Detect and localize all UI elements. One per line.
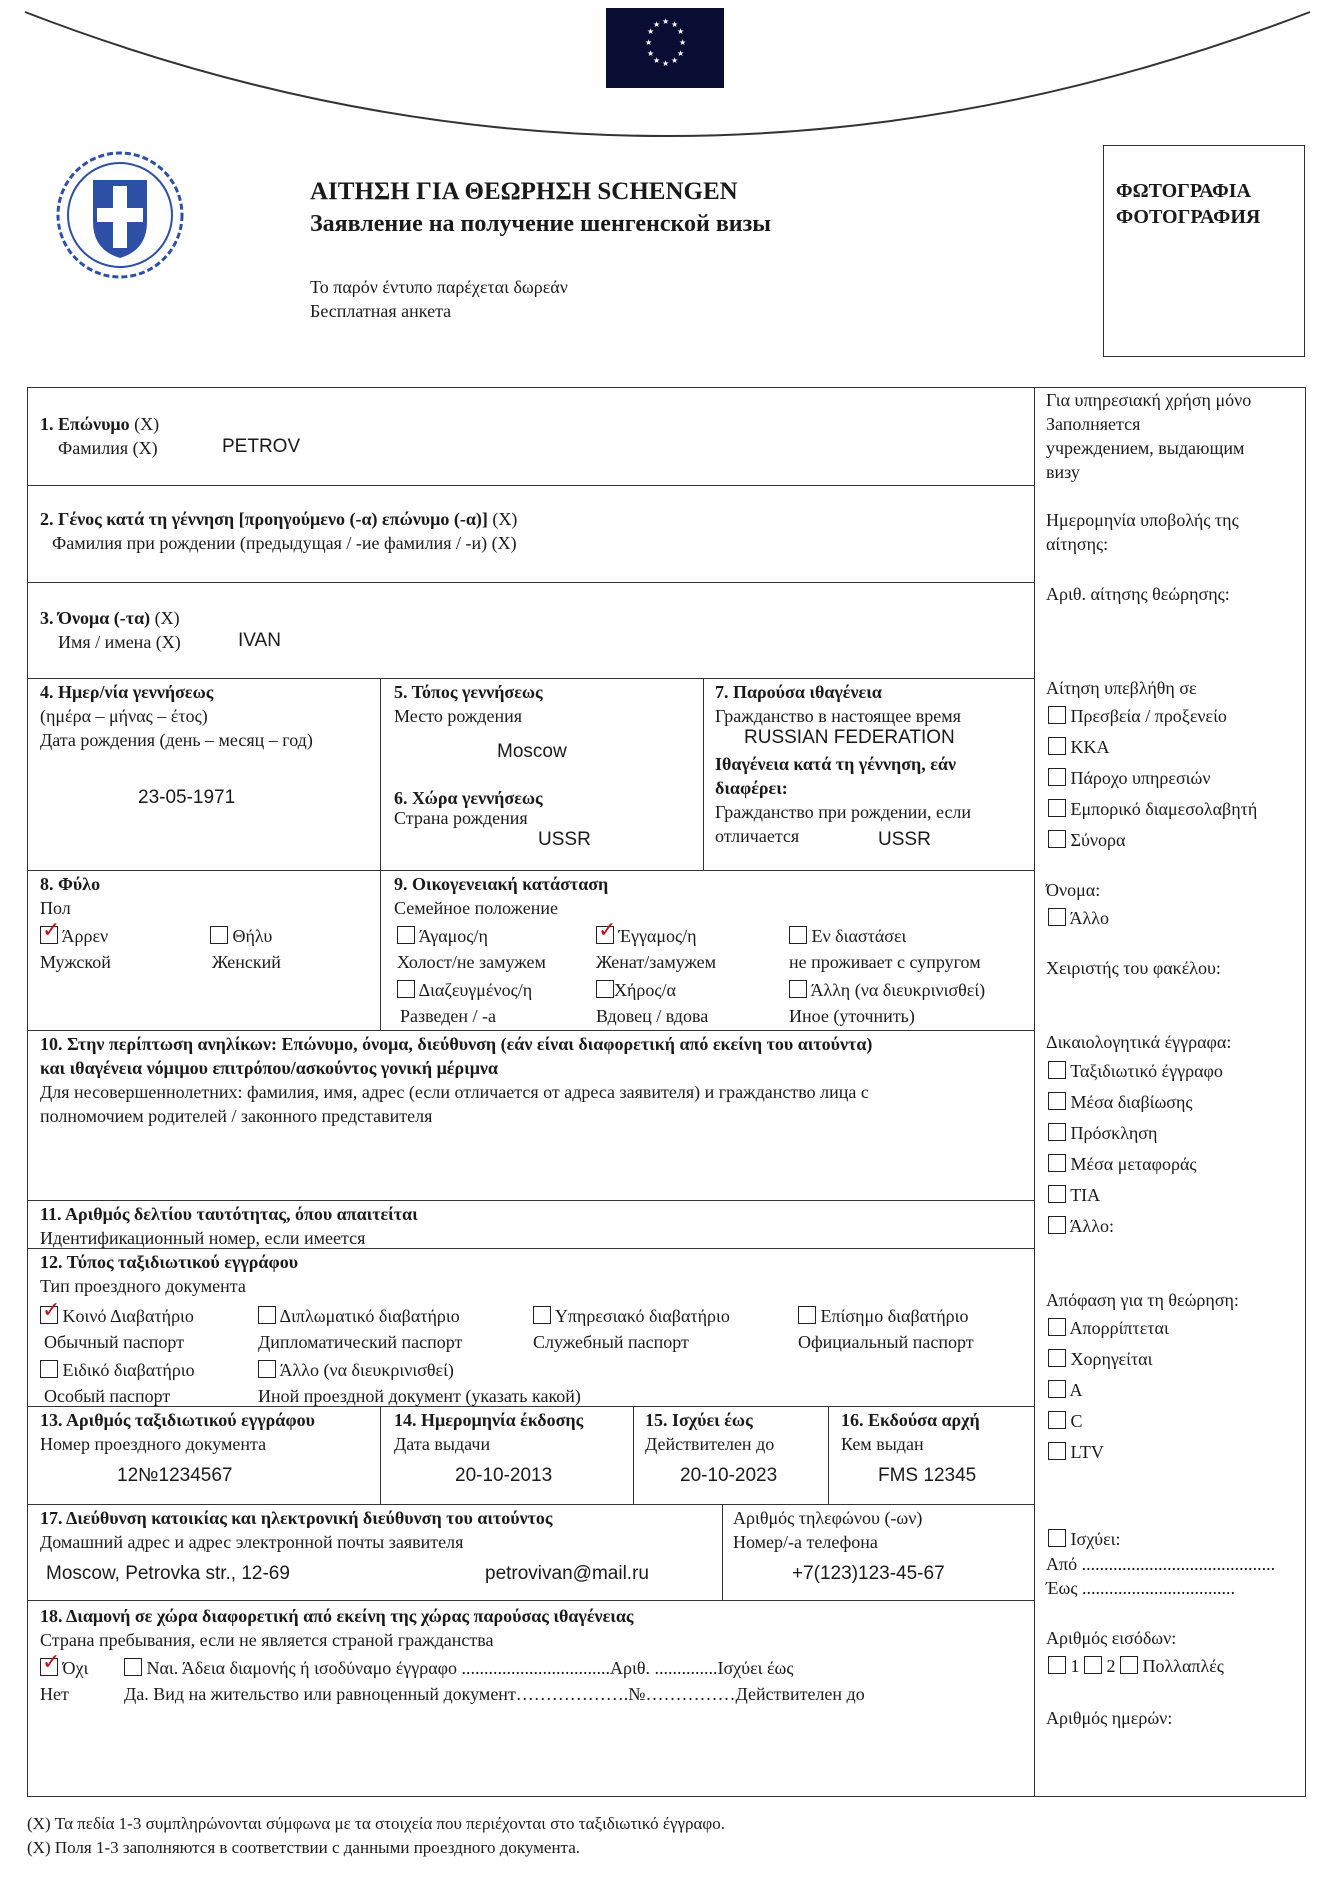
status-other-label-russian: Иное (уточнить) bbox=[789, 1006, 915, 1026]
sidebar-decision-item[interactable]: LTV bbox=[1048, 1440, 1104, 1464]
sidebar-official-use-4: визу bbox=[1046, 462, 1080, 482]
residence-no-checkbox[interactable] bbox=[40, 1658, 58, 1676]
field-5-label-russian: Место рождения bbox=[394, 706, 523, 726]
other-lodged-checkbox[interactable] bbox=[1048, 908, 1066, 926]
birth-nationality-input[interactable]: USSR bbox=[878, 829, 931, 850]
residence-no-option[interactable]: ✓ Όχι bbox=[40, 1656, 88, 1680]
service-passport-checkbox[interactable] bbox=[533, 1306, 551, 1324]
doc-ordinary-label-russian: Обычный паспорт bbox=[44, 1332, 185, 1352]
residence-yes-label-russian: Да. Вид на жительство или равноценный документ……………….№……………Действителен до bbox=[124, 1684, 865, 1704]
field-6-label-greek: 6. Χώρα γεννήσεως bbox=[394, 788, 543, 808]
field-7-label-russian: Гражданство в настоящее время bbox=[715, 706, 961, 726]
sidebar-decision-label: Απόφαση για τη θεώρηση: bbox=[1046, 1290, 1239, 1310]
doc-ordinary-option[interactable]: ✓ Κοινό Διαβατήριο bbox=[40, 1304, 194, 1328]
field-7-birth-label-russian-1: Гражданство при рождении, если bbox=[715, 802, 972, 822]
home-address-input[interactable]: Moscow, Petrovka str., 12-69 bbox=[46, 1563, 290, 1584]
sidebar-date-label-2: αίτησης: bbox=[1046, 534, 1109, 554]
field-9-label-russian: Семейное положение bbox=[394, 898, 558, 918]
doc-service-option[interactable]: Υπηρεσιακό διαβατήριο bbox=[533, 1304, 730, 1328]
sidebar-docs-label: Δικαιολογητικά έγγραφα: bbox=[1046, 1032, 1232, 1052]
phone-input[interactable]: +7(123)123-45-67 bbox=[792, 1563, 945, 1584]
status-single-option[interactable]: Άγαμος/η bbox=[397, 924, 488, 948]
field-18-label-russian: Страна пребывания, если не является страной гражданства bbox=[40, 1630, 494, 1650]
sidebar-decision-item[interactable]: Απορρίπτεται bbox=[1048, 1316, 1169, 1340]
sidebar-date-label-1: Ημερομηνία υποβολής της bbox=[1046, 510, 1239, 530]
status-single-label-russian: Холост/не замужем bbox=[397, 952, 546, 972]
doc-diplomatic-label-russian: Дипломатический паспорт bbox=[258, 1332, 463, 1352]
separated-checkbox[interactable] bbox=[789, 926, 807, 944]
birth-place-input[interactable]: Moscow bbox=[497, 741, 567, 762]
field-11-label-greek: 11. Αριθμός δελτίου ταυτότητας, όπου απαιτείται bbox=[40, 1204, 418, 1224]
field-10-label-russian-1: Для несовершеннолетних: фамилия, имя, адрес (если отличается от адреса заявителя) и гражданство лица с bbox=[40, 1082, 869, 1102]
sidebar-name-label: Όνομα: bbox=[1046, 880, 1101, 900]
field-10-label-greek-2: και ιθαγένεια νόμιμου επιτρόπου/ασκούντος γονική μέριμνα bbox=[40, 1058, 498, 1078]
other-doc-checkbox[interactable] bbox=[1048, 1216, 1066, 1234]
field-6-label-russian: Страна рождения bbox=[394, 808, 528, 828]
svg-text:★: ★ bbox=[662, 17, 670, 26]
embassy-checkbox[interactable] bbox=[1048, 706, 1066, 724]
field-17-phone-label-russian: Номер/-а телефона bbox=[733, 1532, 878, 1552]
sidebar-doc-item[interactable]: Πρόσκληση bbox=[1048, 1121, 1157, 1145]
field-12-label-greek: 12. Τύπος ταξιδιωτικού εγγράφου bbox=[40, 1252, 299, 1272]
status-married-option[interactable]: ✓ Έγγαμος/η bbox=[596, 924, 697, 948]
field-2-label-greek: 2. Γένος κατά τη γέννηση [προηγούμενο (-α) επώνυμο (-α)] (X) bbox=[40, 509, 518, 529]
footer-note-russian: (X) Поля 1-3 заполняются в соответствии с данными проездного документа. bbox=[27, 1838, 580, 1857]
doc-official-option[interactable]: Επίσημο διαβατήριο bbox=[798, 1304, 969, 1328]
free-form-note-greek: Το παρόν έντυπο παρέχεται δωρεάν bbox=[310, 277, 568, 297]
field-4-label-greek: 4. Ημερ/νία γεννήσεως bbox=[40, 682, 214, 702]
status-divorced-option[interactable]: Διαζευγμένος/η bbox=[397, 978, 532, 1002]
single-checkbox[interactable] bbox=[397, 926, 415, 944]
sidebar-entries-label: Αριθμός εισόδων: bbox=[1046, 1628, 1177, 1648]
sidebar-doc-item[interactable]: ΤΙΑ bbox=[1048, 1183, 1100, 1207]
photo-box bbox=[1103, 145, 1305, 357]
invitation-checkbox[interactable] bbox=[1048, 1123, 1066, 1141]
travel-document-checkbox[interactable] bbox=[1048, 1061, 1066, 1079]
sidebar-doc-item[interactable]: Ταξιδιωτικό έγγραφο bbox=[1048, 1059, 1223, 1083]
doc-special-option[interactable]: Ειδικό διαβατήριο bbox=[40, 1358, 195, 1382]
photo-label-russian: ФОТОГРАФИЯ bbox=[1116, 206, 1261, 228]
ordinary-passport-checkbox[interactable] bbox=[40, 1306, 58, 1324]
sidebar-lodged-item[interactable]: ΚΚΑ bbox=[1048, 735, 1110, 759]
field-7-birth-label-russian-2: отличается bbox=[715, 826, 800, 846]
photo-label-greek: ΦΩΤΟΓΡΑΦΙΑ bbox=[1116, 180, 1251, 202]
doc-service-label-russian: Служебный паспорт bbox=[533, 1332, 689, 1352]
visa-ltv-checkbox[interactable] bbox=[1048, 1442, 1066, 1460]
sex-female-option[interactable]: Θήλυ bbox=[210, 924, 272, 948]
official-passport-checkbox[interactable] bbox=[798, 1306, 816, 1324]
valid-checkbox[interactable] bbox=[1048, 1529, 1066, 1547]
sidebar-decision-item[interactable]: Χορηγείται bbox=[1048, 1347, 1152, 1371]
status-widowed-label-russian: Вдовец / вдова bbox=[596, 1006, 709, 1026]
status-widowed-option[interactable]: Χήρος/α bbox=[596, 978, 676, 1002]
issuing-authority-input[interactable]: FMS 12345 bbox=[878, 1465, 977, 1486]
status-divorced-label-russian: Разведен / -а bbox=[400, 1006, 497, 1026]
sidebar-lodged-item[interactable]: Πάροχο υπηρεσιών bbox=[1048, 766, 1211, 790]
sidebar-lodged-item[interactable]: Πρεσβεία / προξενείο bbox=[1048, 704, 1227, 728]
sidebar-lodged-item[interactable]: Σύνορα bbox=[1048, 828, 1125, 852]
border-checkbox[interactable] bbox=[1048, 830, 1066, 848]
residence-no-label-russian: Нет bbox=[40, 1684, 69, 1704]
document-number-input[interactable]: 12№1234567 bbox=[117, 1465, 233, 1486]
current-nationality-input[interactable]: RUSSIAN FEDERATION bbox=[744, 727, 955, 748]
sidebar-official-use-3: учреждением, выдающим bbox=[1046, 438, 1245, 458]
birth-country-input[interactable]: USSR bbox=[538, 829, 591, 850]
svg-text:★: ★ bbox=[671, 56, 679, 65]
visa-a-checkbox[interactable] bbox=[1048, 1380, 1066, 1398]
doc-other-option[interactable]: Άλλο (να διευκρινισθεί) bbox=[258, 1358, 454, 1382]
field-5-label-greek: 5. Τόπος γεννήσεως bbox=[394, 682, 543, 702]
status-other-option[interactable]: Άλλη (να διευκρινισθεί) bbox=[789, 978, 985, 1002]
eu-flag-icon bbox=[606, 8, 724, 88]
doc-special-label-russian: Особый паспорт bbox=[44, 1386, 171, 1406]
sidebar-valid-from: Από ........................................... bbox=[1046, 1554, 1276, 1574]
sidebar-valid-option[interactable]: Ισχύει: bbox=[1048, 1527, 1121, 1551]
sex-female-label-russian: Женский bbox=[212, 952, 281, 972]
field-3-label-russian: Имя / имена (X) bbox=[58, 632, 181, 652]
issue-date-input[interactable]: 20-10-2013 bbox=[455, 1465, 553, 1486]
other-document-checkbox[interactable] bbox=[258, 1360, 276, 1378]
married-checkbox[interactable] bbox=[596, 926, 614, 944]
svg-text:★: ★ bbox=[677, 27, 685, 36]
doc-diplomatic-option[interactable]: Διπλωματικό διαβατήριο bbox=[258, 1304, 460, 1328]
issued-checkbox[interactable] bbox=[1048, 1349, 1066, 1367]
entries-multiple-checkbox[interactable] bbox=[1120, 1656, 1138, 1674]
field-16-label-greek: 16. Εκδούσα αρχή bbox=[841, 1410, 980, 1430]
field-15-label-russian: Действителен до bbox=[645, 1434, 775, 1454]
svg-text:★: ★ bbox=[677, 49, 685, 58]
entries-1-checkbox[interactable] bbox=[1048, 1656, 1066, 1674]
special-passport-checkbox[interactable] bbox=[40, 1360, 58, 1378]
diplomatic-passport-checkbox[interactable] bbox=[258, 1306, 276, 1324]
other-status-checkbox[interactable] bbox=[789, 980, 807, 998]
sidebar-handler-label: Χειριστής του φακέλου: bbox=[1046, 958, 1221, 978]
field-18-label-greek: 18. Διαμονή σε χώρα διαφορετική από εκείνη της χώρας παρούσας ιθαγένειας bbox=[40, 1606, 634, 1626]
sidebar-lodged-item[interactable]: Εμπορικό διαμεσολαβητή bbox=[1048, 797, 1257, 821]
female-checkbox[interactable] bbox=[210, 926, 228, 944]
field-7-birth-label-greek-1: Ιθαγένεια κατά τη γέννηση, εάν bbox=[715, 754, 957, 774]
tmi-checkbox[interactable] bbox=[1048, 1185, 1066, 1203]
sidebar-official-use-2: Заполняется bbox=[1046, 414, 1141, 434]
field-9-label-greek: 9. Οικογενειακή κατάσταση bbox=[394, 874, 609, 894]
cac-checkbox[interactable] bbox=[1048, 737, 1066, 755]
field-16-label-russian: Кем выдан bbox=[841, 1434, 924, 1454]
field-17-label-russian: Домашний адрес и адрес электронной почты заявителя bbox=[40, 1532, 464, 1552]
sidebar-doc-item[interactable]: Άλλο: bbox=[1048, 1214, 1114, 1238]
entries-2-checkbox[interactable] bbox=[1084, 1656, 1102, 1674]
svg-text:★: ★ bbox=[647, 27, 655, 36]
field-4-label-russian: Дата рождения (день – месяц – год) bbox=[40, 730, 313, 750]
doc-official-label-russian: Официальный паспорт bbox=[798, 1332, 974, 1352]
form-title-russian: Заявление на получение шенгенской визы bbox=[310, 211, 771, 237]
svg-text:★: ★ bbox=[662, 59, 670, 68]
field-12-label-russian: Тип проездного документа bbox=[40, 1276, 246, 1296]
footer-note-greek: (X) Τα πεδία 1-3 συμπληρώνονται σύμφωνα με τα στοιχεία που περιέχονται στο ταξιδιωτικό έγγραφο. bbox=[27, 1814, 725, 1833]
field-13-label-russian: Номер проездного документа bbox=[40, 1434, 267, 1454]
sidebar-valid-until: Έως .................................. bbox=[1046, 1578, 1235, 1598]
visa-c-checkbox[interactable] bbox=[1048, 1411, 1066, 1429]
field-1-label-russian: Фамилия (X) bbox=[58, 438, 158, 458]
sidebar-application-number: Αριθ. αίτησης θεώρησης: bbox=[1046, 584, 1230, 604]
field-11-label-russian: Идентификационный номер, если имеется bbox=[40, 1228, 366, 1248]
widowed-checkbox[interactable] bbox=[596, 980, 614, 998]
sex-male-option[interactable]: ✓ Άρρεν bbox=[40, 924, 108, 948]
field-10-label-greek-1: 10. Στην περίπτωση ανηλίκων: Επώνυμο, όνομα, διεύθυνση (εάν είναι διαφορετική από εκείνη του αιτούντα) bbox=[40, 1034, 873, 1054]
svg-text:★: ★ bbox=[679, 38, 687, 47]
sidebar-entries-options[interactable]: 1 2 Πολλαπλές bbox=[1048, 1654, 1224, 1678]
field-8-label-russian: Пол bbox=[40, 898, 71, 918]
field-8-label-greek: 8. Φύλο bbox=[40, 874, 101, 894]
field-10-label-russian-2: полномочием родителей / законного представителя bbox=[40, 1106, 433, 1126]
service-provider-checkbox[interactable] bbox=[1048, 768, 1066, 786]
first-name-input[interactable]: IVAN bbox=[238, 630, 281, 651]
field-15-label-greek: 15. Ισχύει έως bbox=[645, 1410, 753, 1430]
means-of-transport-checkbox[interactable] bbox=[1048, 1154, 1066, 1172]
sex-male-label-russian: Мужской bbox=[40, 952, 111, 972]
field-1-label-greek: 1. Επώνυμο (X) bbox=[40, 414, 160, 434]
field-14-label-greek: 14. Ημερομηνία έκδοσης bbox=[394, 1410, 584, 1430]
sidebar-other-option[interactable]: Άλλο bbox=[1048, 906, 1109, 930]
residence-yes-option[interactable]: Ναι. Άδεια διαμονής ή ισοδύναμο έγγραφο .................................Αριθ. ..............Ισχύει έως bbox=[124, 1656, 794, 1680]
greek-coat-of-arms-icon bbox=[55, 150, 185, 280]
svg-text:★: ★ bbox=[645, 38, 653, 47]
sidebar-doc-item[interactable]: Μέσα διαβίωσης bbox=[1048, 1090, 1193, 1114]
male-checkbox[interactable] bbox=[40, 926, 58, 944]
svg-text:★: ★ bbox=[671, 20, 679, 29]
field-17-phone-label-greek: Αριθμός τηλεφώνου (-ων) bbox=[733, 1508, 923, 1528]
field-13-label-greek: 13. Αριθμός ταξιδιωτικού εγγράφου bbox=[40, 1410, 315, 1430]
sidebar-decision-item[interactable]: A bbox=[1048, 1378, 1083, 1402]
field-2-label-russian: Фамилия при рождении (предыдущая / -ие фамилия / -и) (X) bbox=[52, 533, 517, 553]
status-separated-option[interactable]: Εν διαστάσει bbox=[789, 924, 906, 948]
sidebar-official-use-1: Για υπηρεσιακή χρήση μόνο bbox=[1046, 390, 1252, 410]
field-14-label-russian: Дата выдачи bbox=[394, 1434, 491, 1454]
means-of-subsistence-checkbox[interactable] bbox=[1048, 1092, 1066, 1110]
refused-checkbox[interactable] bbox=[1048, 1318, 1066, 1336]
sidebar-divider bbox=[1034, 387, 1035, 1797]
sidebar-decision-item[interactable]: C bbox=[1048, 1409, 1083, 1433]
field-7-birth-label-greek-2: διαφέρει: bbox=[715, 778, 788, 798]
surname-input[interactable]: PETROV bbox=[222, 436, 301, 457]
field-7-label-greek: 7. Παρούσα ιθαγένεια bbox=[715, 682, 882, 702]
divorced-checkbox[interactable] bbox=[397, 980, 415, 998]
email-input[interactable]: petrovivan@mail.ru bbox=[485, 1563, 649, 1584]
sidebar-lodged-label: Αίτηση υπεβλήθη σε bbox=[1046, 678, 1197, 698]
field-17-label-greek: 17. Διεύθυνση κατοικίας και ηλεκτρονική διεύθυνση του αιτούντος bbox=[40, 1508, 553, 1528]
field-3-label-greek: 3. Όνομα (-τα) (X) bbox=[40, 608, 180, 628]
birth-date-input[interactable]: 23-05-1971 bbox=[138, 787, 236, 808]
residence-yes-checkbox[interactable] bbox=[124, 1658, 142, 1676]
status-separated-label-russian: не проживает с супругом bbox=[789, 952, 981, 972]
sidebar-days-label: Αριθμός ημερών: bbox=[1046, 1708, 1173, 1728]
svg-text:★: ★ bbox=[647, 49, 655, 58]
status-married-label-russian: Женат/замужем bbox=[596, 952, 717, 972]
commercial-intermediary-checkbox[interactable] bbox=[1048, 799, 1066, 817]
sidebar-doc-item[interactable]: Μέσα μεταφοράς bbox=[1048, 1152, 1197, 1176]
form-title-greek: ΑΙΤΗΣΗ ΓΙΑ ΘΕΩΡΗΣΗ SCHENGEN bbox=[310, 178, 738, 205]
free-form-note-russian: Бесплатная анкета bbox=[310, 301, 452, 321]
svg-text:★: ★ bbox=[653, 20, 661, 29]
valid-until-input[interactable]: 20-10-2023 bbox=[680, 1465, 778, 1486]
doc-other-label-russian: Иной проездной документ (указать какой) bbox=[258, 1386, 581, 1406]
field-4-sublabel-greek: (ημέρα – μήνας – έτος) bbox=[40, 706, 208, 726]
svg-text:★: ★ bbox=[653, 56, 661, 65]
